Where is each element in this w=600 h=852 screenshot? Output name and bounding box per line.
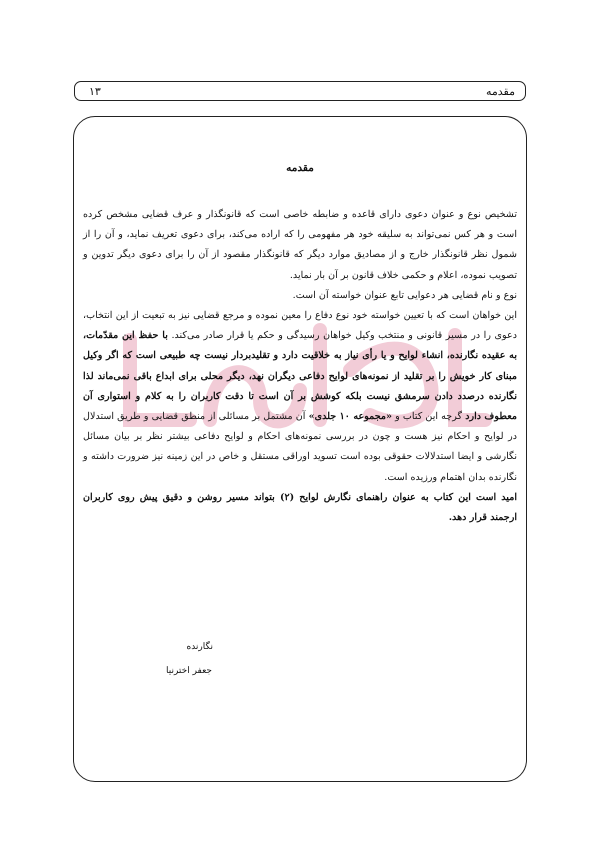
- paragraph-3-tail-2: آن مشتمل بر مسائلی از منطق قضایی و طریق استدلال در لوایح و احکام نیز هست و چون در بررسی نمونه‌های احکام و لوایح دفاعی بیشتر نظر بر بیان مسائل نگارشی و ایضا استدلالات حقوقی بوده است تسوید اوراقی مستقل و خاص در این زمینه نیز ضرورت داشته و نگارنده بدان اهتمام ورزیده است.: [83, 411, 517, 483]
- paragraph-3-bold: با حفظ این مقدّمات، به عقیده نگارنده، انشاء لوایح و یا رأی نیاز به خلاقیت دارد و تقلیدبردار نیست چه طبیعی است که اگر وکیل مبنای کار خویش را بر تقلید از نمونه‌های لوایح دفاعی دیگران نهد، دیگر محلی برای ابداع باقی نمی‌ماند لذا نگارنده درصدد دادن سرمشق نیست بلکه کوشش بر آن است تا دقت کاربران را به کلام و استواری آن معطوف دارد: [83, 330, 517, 423]
- paragraph-4: امید است این کتاب به عنوان راهنمای نگارش لوایح (۲) بتواند مسیر روشن و دقیق پیش روی کاربران ارجمند قرار دهد.: [83, 491, 517, 524]
- page-body: [83, 158, 517, 528]
- paragraph-3-normal: این خواهان است که با تعیین خواسته خود نوع دفاع را معین نموده و مرجع قضایی نیز به تبعیت از این انتخاب، دعوی را در مسیر قانونی و منتخب وکیل خواهان رسیدگی و حکم یا قرار صادر می‌کند.: [83, 310, 517, 342]
- running-header-title: مقدمه: [485, 85, 515, 98]
- section-title: مقدمه: [286, 162, 314, 174]
- running-header: [74, 81, 526, 101]
- signature-name: جعفر اخترنیا: [166, 666, 212, 676]
- paragraph-3-tail-1: گرچه این کتاب و: [395, 411, 463, 423]
- signature-role: نگارنده: [186, 642, 213, 652]
- paragraph-1: تشخیص نوع و عنوان دعوی دارای قاعده و ضابطه خاصی است که قانونگذار و عرف قضایی مشخص کرده است و هر کس نمی‌تواند به سلیقه خود هر مفهومی را که اراده می‌کند، برای دعوی تعریف نماید، و آن را از شمول نظر قانونگذار خارج و از مصادیق موارد دیگر که قانونگذار مقصود از آن را برای دعوی دیگر تدوین و تصویب نموده، اعلام و حکمی خلاف قانون بر آن بار نماید.: [83, 209, 517, 281]
- signature-block: [166, 635, 213, 683]
- paragraph-2: نوع و نام قضایی هر دعوایی تابع عنوان خواسته آن است.: [292, 289, 517, 301]
- paragraph-3-tail-bold: «مجموعه ۱۰ جلدی»: [308, 411, 393, 423]
- paragraph-3: [83, 306, 517, 488]
- page-number: ۱۳: [89, 85, 101, 98]
